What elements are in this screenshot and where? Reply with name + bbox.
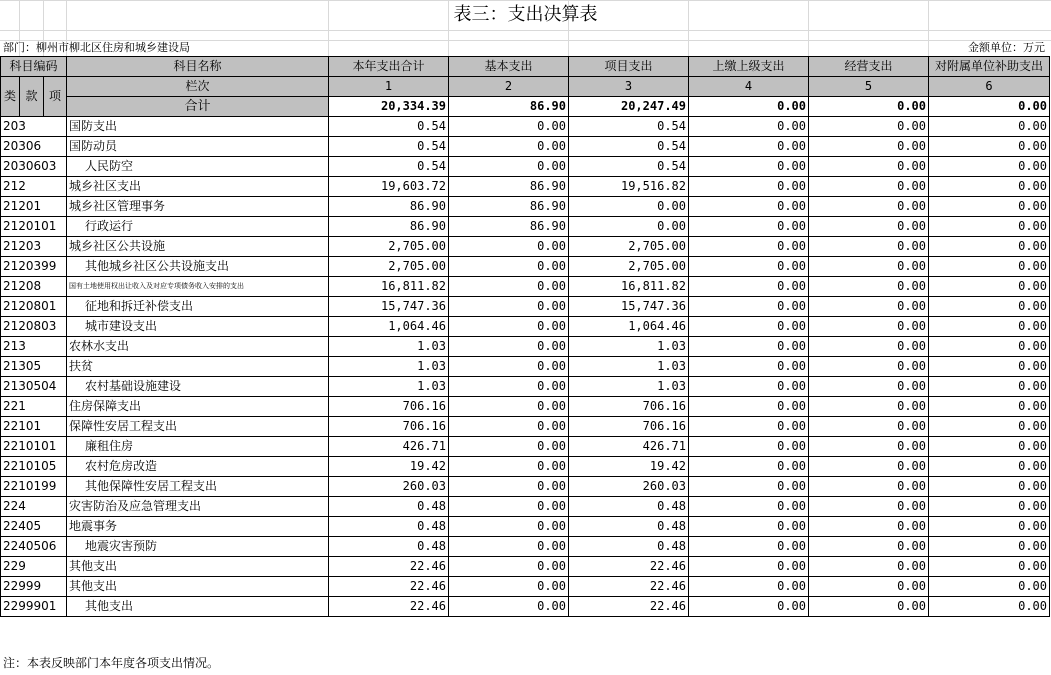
row-code: 21201 bbox=[1, 197, 67, 217]
row-total: 260.03 bbox=[329, 477, 449, 497]
row-total: 19,603.72 bbox=[329, 177, 449, 197]
row-basic: 86.90 bbox=[449, 217, 569, 237]
row-project: 15,747.36 bbox=[569, 297, 689, 317]
row-basic: 0.00 bbox=[449, 517, 569, 537]
row-subsidy: 0.00 bbox=[929, 157, 1050, 177]
table-row bbox=[1, 477, 1050, 497]
row-code: 2130504 bbox=[1, 377, 67, 397]
row-subsidy: 0.00 bbox=[929, 517, 1050, 537]
row-business: 0.00 bbox=[809, 497, 929, 517]
row-code: 2030603 bbox=[1, 157, 67, 177]
row-name: 廉租住房 bbox=[67, 437, 329, 457]
row-basic: 0.00 bbox=[449, 297, 569, 317]
row-project: 16,811.82 bbox=[569, 277, 689, 297]
table-row bbox=[1, 317, 1050, 337]
row-project: 0.00 bbox=[569, 197, 689, 217]
row-code: 2210101 bbox=[1, 437, 67, 457]
row-upper: 0.00 bbox=[689, 177, 809, 197]
header-basic: 基本支出 bbox=[449, 57, 569, 77]
row-upper: 0.00 bbox=[689, 117, 809, 137]
row-project: 22.46 bbox=[569, 577, 689, 597]
row-total: 16,811.82 bbox=[329, 277, 449, 297]
row-upper: 0.00 bbox=[689, 137, 809, 157]
table-row bbox=[1, 557, 1050, 577]
row-total: 86.90 bbox=[329, 197, 449, 217]
row-project: 19,516.82 bbox=[569, 177, 689, 197]
row-code: 2299901 bbox=[1, 597, 67, 617]
row-business: 0.00 bbox=[809, 437, 929, 457]
row-code: 20306 bbox=[1, 137, 67, 157]
total-row bbox=[1, 97, 1050, 117]
row-business: 0.00 bbox=[809, 337, 929, 357]
row-business: 0.00 bbox=[809, 117, 929, 137]
row-business: 0.00 bbox=[809, 577, 929, 597]
column-index-row bbox=[1, 77, 1050, 97]
row-basic: 0.00 bbox=[449, 497, 569, 517]
table-row bbox=[1, 257, 1050, 277]
table-row bbox=[1, 397, 1050, 417]
header-project: 项目支出 bbox=[569, 57, 689, 77]
footnote: 注：本表反映部门本年度各项支出情况。 bbox=[3, 656, 220, 670]
header-business: 经营支出 bbox=[809, 57, 929, 77]
row-basic: 0.00 bbox=[449, 277, 569, 297]
row-name: 农林水支出 bbox=[67, 337, 329, 357]
row-name: 其他支出 bbox=[67, 557, 329, 577]
row-subsidy: 0.00 bbox=[929, 437, 1050, 457]
column-index-6: 6 bbox=[929, 77, 1050, 97]
row-upper: 0.00 bbox=[689, 237, 809, 257]
row-code: 203 bbox=[1, 117, 67, 137]
table-row bbox=[1, 497, 1050, 517]
row-subsidy: 0.00 bbox=[929, 477, 1050, 497]
row-upper: 0.00 bbox=[689, 537, 809, 557]
row-name: 住房保障支出 bbox=[67, 397, 329, 417]
row-subsidy: 0.00 bbox=[929, 217, 1050, 237]
row-total: 0.54 bbox=[329, 117, 449, 137]
row-project: 22.46 bbox=[569, 597, 689, 617]
row-code: 2120803 bbox=[1, 317, 67, 337]
table-row bbox=[1, 377, 1050, 397]
row-basic: 0.00 bbox=[449, 477, 569, 497]
row-name: 扶贫 bbox=[67, 357, 329, 377]
row-subsidy: 0.00 bbox=[929, 197, 1050, 217]
row-name: 行政运行 bbox=[67, 217, 329, 237]
table-row bbox=[1, 217, 1050, 237]
row-subsidy: 0.00 bbox=[929, 377, 1050, 397]
row-basic: 0.00 bbox=[449, 337, 569, 357]
row-project: 22.46 bbox=[569, 557, 689, 577]
header-item: 款 bbox=[20, 77, 44, 117]
row-code: 2210105 bbox=[1, 457, 67, 477]
row-project: 2,705.00 bbox=[569, 237, 689, 257]
row-subsidy: 0.00 bbox=[929, 597, 1050, 617]
row-code: 22999 bbox=[1, 577, 67, 597]
row-basic: 0.00 bbox=[449, 357, 569, 377]
row-total: 22.46 bbox=[329, 597, 449, 617]
row-total: 2,705.00 bbox=[329, 237, 449, 257]
table-row bbox=[1, 337, 1050, 357]
row-total: 1.03 bbox=[329, 337, 449, 357]
row-total: 15,747.36 bbox=[329, 297, 449, 317]
row-total: 0.54 bbox=[329, 157, 449, 177]
row-subsidy: 0.00 bbox=[929, 297, 1050, 317]
table-row bbox=[1, 537, 1050, 557]
row-subsidy: 0.00 bbox=[929, 117, 1050, 137]
total-basic: 86.90 bbox=[449, 97, 569, 117]
column-index-5: 5 bbox=[809, 77, 929, 97]
row-upper: 0.00 bbox=[689, 497, 809, 517]
row-code: 21208 bbox=[1, 277, 67, 297]
row-upper: 0.00 bbox=[689, 597, 809, 617]
row-project: 0.54 bbox=[569, 117, 689, 137]
row-total: 0.48 bbox=[329, 517, 449, 537]
total-business: 0.00 bbox=[809, 97, 929, 117]
table-row bbox=[1, 137, 1050, 157]
row-name: 城乡社区管理事务 bbox=[67, 197, 329, 217]
row-project: 1.03 bbox=[569, 357, 689, 377]
row-basic: 0.00 bbox=[449, 597, 569, 617]
row-name: 灾害防治及应急管理支出 bbox=[67, 497, 329, 517]
row-subsidy: 0.00 bbox=[929, 417, 1050, 437]
row-upper: 0.00 bbox=[689, 377, 809, 397]
table-row bbox=[1, 457, 1050, 477]
total-label: 合计 bbox=[67, 97, 329, 117]
row-project: 1,064.46 bbox=[569, 317, 689, 337]
row-project: 19.42 bbox=[569, 457, 689, 477]
row-subsidy: 0.00 bbox=[929, 257, 1050, 277]
row-project: 0.54 bbox=[569, 137, 689, 157]
row-code: 2120399 bbox=[1, 257, 67, 277]
row-name: 其他城乡社区公共设施支出 bbox=[67, 257, 329, 277]
row-total: 0.48 bbox=[329, 537, 449, 557]
row-subsidy: 0.00 bbox=[929, 317, 1050, 337]
row-total: 706.16 bbox=[329, 417, 449, 437]
header-upper: 上缴上级支出 bbox=[689, 57, 809, 77]
table-row bbox=[1, 157, 1050, 177]
row-upper: 0.00 bbox=[689, 417, 809, 437]
row-subsidy: 0.00 bbox=[929, 337, 1050, 357]
row-business: 0.00 bbox=[809, 297, 929, 317]
row-code: 221 bbox=[1, 397, 67, 417]
row-project: 2,705.00 bbox=[569, 257, 689, 277]
row-subsidy: 0.00 bbox=[929, 557, 1050, 577]
row-code: 224 bbox=[1, 497, 67, 517]
row-upper: 0.00 bbox=[689, 297, 809, 317]
column-index-3: 3 bbox=[569, 77, 689, 97]
row-subsidy: 0.00 bbox=[929, 497, 1050, 517]
total-project: 20,247.49 bbox=[569, 97, 689, 117]
row-business: 0.00 bbox=[809, 477, 929, 497]
header-name: 科目名称 bbox=[67, 57, 329, 77]
row-upper: 0.00 bbox=[689, 357, 809, 377]
row-project: 1.03 bbox=[569, 377, 689, 397]
row-total: 22.46 bbox=[329, 557, 449, 577]
row-upper: 0.00 bbox=[689, 217, 809, 237]
row-upper: 0.00 bbox=[689, 457, 809, 477]
table-row bbox=[1, 577, 1050, 597]
unit-label: 金额单位：万元 bbox=[968, 41, 1045, 54]
row-basic: 0.00 bbox=[449, 377, 569, 397]
row-name: 征地和拆迁补偿支出 bbox=[67, 297, 329, 317]
row-basic: 0.00 bbox=[449, 157, 569, 177]
row-name: 其他支出 bbox=[67, 577, 329, 597]
row-business: 0.00 bbox=[809, 237, 929, 257]
row-basic: 0.00 bbox=[449, 257, 569, 277]
table-row bbox=[1, 437, 1050, 457]
table-row bbox=[1, 517, 1050, 537]
row-code: 213 bbox=[1, 337, 67, 357]
table-row bbox=[1, 417, 1050, 437]
row-business: 0.00 bbox=[809, 157, 929, 177]
row-subsidy: 0.00 bbox=[929, 277, 1050, 297]
row-upper: 0.00 bbox=[689, 557, 809, 577]
row-project: 426.71 bbox=[569, 437, 689, 457]
row-subsidy: 0.00 bbox=[929, 137, 1050, 157]
row-business: 0.00 bbox=[809, 217, 929, 237]
row-business: 0.00 bbox=[809, 597, 929, 617]
row-name: 国有土地使用权出让收入及对应专项债务收入安排的支出 bbox=[67, 277, 329, 297]
column-index-label: 栏次 bbox=[67, 77, 329, 97]
row-basic: 0.00 bbox=[449, 537, 569, 557]
row-subsidy: 0.00 bbox=[929, 457, 1050, 477]
row-total: 0.54 bbox=[329, 137, 449, 157]
column-index-1: 1 bbox=[329, 77, 449, 97]
row-upper: 0.00 bbox=[689, 197, 809, 217]
row-project: 0.54 bbox=[569, 157, 689, 177]
row-upper: 0.00 bbox=[689, 277, 809, 297]
row-name: 其他支出 bbox=[67, 597, 329, 617]
table-row bbox=[1, 237, 1050, 257]
row-business: 0.00 bbox=[809, 197, 929, 217]
row-basic: 0.00 bbox=[449, 437, 569, 457]
row-business: 0.00 bbox=[809, 557, 929, 577]
table-row bbox=[1, 197, 1050, 217]
row-name: 保障性安居工程支出 bbox=[67, 417, 329, 437]
table-row bbox=[1, 357, 1050, 377]
row-business: 0.00 bbox=[809, 537, 929, 557]
row-basic: 0.00 bbox=[449, 317, 569, 337]
row-business: 0.00 bbox=[809, 277, 929, 297]
row-total: 1,064.46 bbox=[329, 317, 449, 337]
row-subsidy: 0.00 bbox=[929, 397, 1050, 417]
column-index-4: 4 bbox=[689, 77, 809, 97]
row-basic: 0.00 bbox=[449, 577, 569, 597]
row-code: 229 bbox=[1, 557, 67, 577]
row-upper: 0.00 bbox=[689, 477, 809, 497]
row-total: 706.16 bbox=[329, 397, 449, 417]
total-total: 20,334.39 bbox=[329, 97, 449, 117]
row-subsidy: 0.00 bbox=[929, 357, 1050, 377]
row-basic: 0.00 bbox=[449, 137, 569, 157]
row-business: 0.00 bbox=[809, 417, 929, 437]
row-code: 2120101 bbox=[1, 217, 67, 237]
row-upper: 0.00 bbox=[689, 257, 809, 277]
row-name: 农村危房改造 bbox=[67, 457, 329, 477]
row-upper: 0.00 bbox=[689, 397, 809, 417]
expenditure-table bbox=[0, 56, 1050, 617]
row-basic: 0.00 bbox=[449, 457, 569, 477]
row-basic: 86.90 bbox=[449, 197, 569, 217]
header-subsidy: 对附属单位补助支出 bbox=[929, 57, 1050, 77]
row-total: 1.03 bbox=[329, 377, 449, 397]
row-business: 0.00 bbox=[809, 257, 929, 277]
row-total: 2,705.00 bbox=[329, 257, 449, 277]
row-upper: 0.00 bbox=[689, 317, 809, 337]
row-subsidy: 0.00 bbox=[929, 577, 1050, 597]
header-row bbox=[1, 57, 1050, 77]
row-project: 706.16 bbox=[569, 397, 689, 417]
row-name: 地震灾害预防 bbox=[67, 537, 329, 557]
row-basic: 0.00 bbox=[449, 237, 569, 257]
row-subsidy: 0.00 bbox=[929, 177, 1050, 197]
row-business: 0.00 bbox=[809, 377, 929, 397]
row-name: 农村基础设施建设 bbox=[67, 377, 329, 397]
row-code: 2120801 bbox=[1, 297, 67, 317]
header-code: 科目编码 bbox=[1, 57, 67, 77]
row-business: 0.00 bbox=[809, 317, 929, 337]
row-subsidy: 0.00 bbox=[929, 237, 1050, 257]
row-business: 0.00 bbox=[809, 177, 929, 197]
row-name: 城乡社区公共设施 bbox=[67, 237, 329, 257]
row-basic: 86.90 bbox=[449, 177, 569, 197]
row-total: 86.90 bbox=[329, 217, 449, 237]
page-title: 表三：支出决算表 bbox=[453, 4, 598, 25]
row-upper: 0.00 bbox=[689, 577, 809, 597]
row-name: 国防动员 bbox=[67, 137, 329, 157]
row-project: 0.48 bbox=[569, 497, 689, 517]
row-name: 人民防空 bbox=[67, 157, 329, 177]
row-project: 260.03 bbox=[569, 477, 689, 497]
row-basic: 0.00 bbox=[449, 117, 569, 137]
row-basic: 0.00 bbox=[449, 557, 569, 577]
row-code: 2210199 bbox=[1, 477, 67, 497]
row-code: 21305 bbox=[1, 357, 67, 377]
table-row bbox=[1, 117, 1050, 137]
department-label: 部门：柳州市柳北区住房和城乡建设局 bbox=[3, 41, 190, 54]
header-sub: 项 bbox=[44, 77, 67, 117]
row-business: 0.00 bbox=[809, 137, 929, 157]
row-name: 地震事务 bbox=[67, 517, 329, 537]
row-total: 22.46 bbox=[329, 577, 449, 597]
row-code: 2240506 bbox=[1, 537, 67, 557]
total-upper: 0.00 bbox=[689, 97, 809, 117]
row-name: 其他保障性安居工程支出 bbox=[67, 477, 329, 497]
row-basic: 0.00 bbox=[449, 397, 569, 417]
row-upper: 0.00 bbox=[689, 437, 809, 457]
row-name: 城乡社区支出 bbox=[67, 177, 329, 197]
row-basic: 0.00 bbox=[449, 417, 569, 437]
total-subsidy: 0.00 bbox=[929, 97, 1050, 117]
row-project: 0.00 bbox=[569, 217, 689, 237]
row-project: 0.48 bbox=[569, 537, 689, 557]
row-name: 城市建设支出 bbox=[67, 317, 329, 337]
row-project: 0.48 bbox=[569, 517, 689, 537]
row-project: 706.16 bbox=[569, 417, 689, 437]
row-subsidy: 0.00 bbox=[929, 537, 1050, 557]
row-upper: 0.00 bbox=[689, 517, 809, 537]
row-total: 1.03 bbox=[329, 357, 449, 377]
row-project: 1.03 bbox=[569, 337, 689, 357]
row-upper: 0.00 bbox=[689, 337, 809, 357]
table-row bbox=[1, 597, 1050, 617]
row-code: 22101 bbox=[1, 417, 67, 437]
header-cat: 类 bbox=[1, 77, 20, 117]
row-code: 212 bbox=[1, 177, 67, 197]
row-code: 22405 bbox=[1, 517, 67, 537]
header-total: 本年支出合计 bbox=[329, 57, 449, 77]
row-business: 0.00 bbox=[809, 397, 929, 417]
column-index-2: 2 bbox=[449, 77, 569, 97]
row-business: 0.00 bbox=[809, 357, 929, 377]
row-total: 0.48 bbox=[329, 497, 449, 517]
row-upper: 0.00 bbox=[689, 157, 809, 177]
row-business: 0.00 bbox=[809, 457, 929, 477]
table-row bbox=[1, 297, 1050, 317]
row-name: 国防支出 bbox=[67, 117, 329, 137]
table-row bbox=[1, 277, 1050, 297]
row-business: 0.00 bbox=[809, 517, 929, 537]
table-row bbox=[1, 177, 1050, 197]
row-total: 426.71 bbox=[329, 437, 449, 457]
row-code: 21203 bbox=[1, 237, 67, 257]
row-total: 19.42 bbox=[329, 457, 449, 477]
